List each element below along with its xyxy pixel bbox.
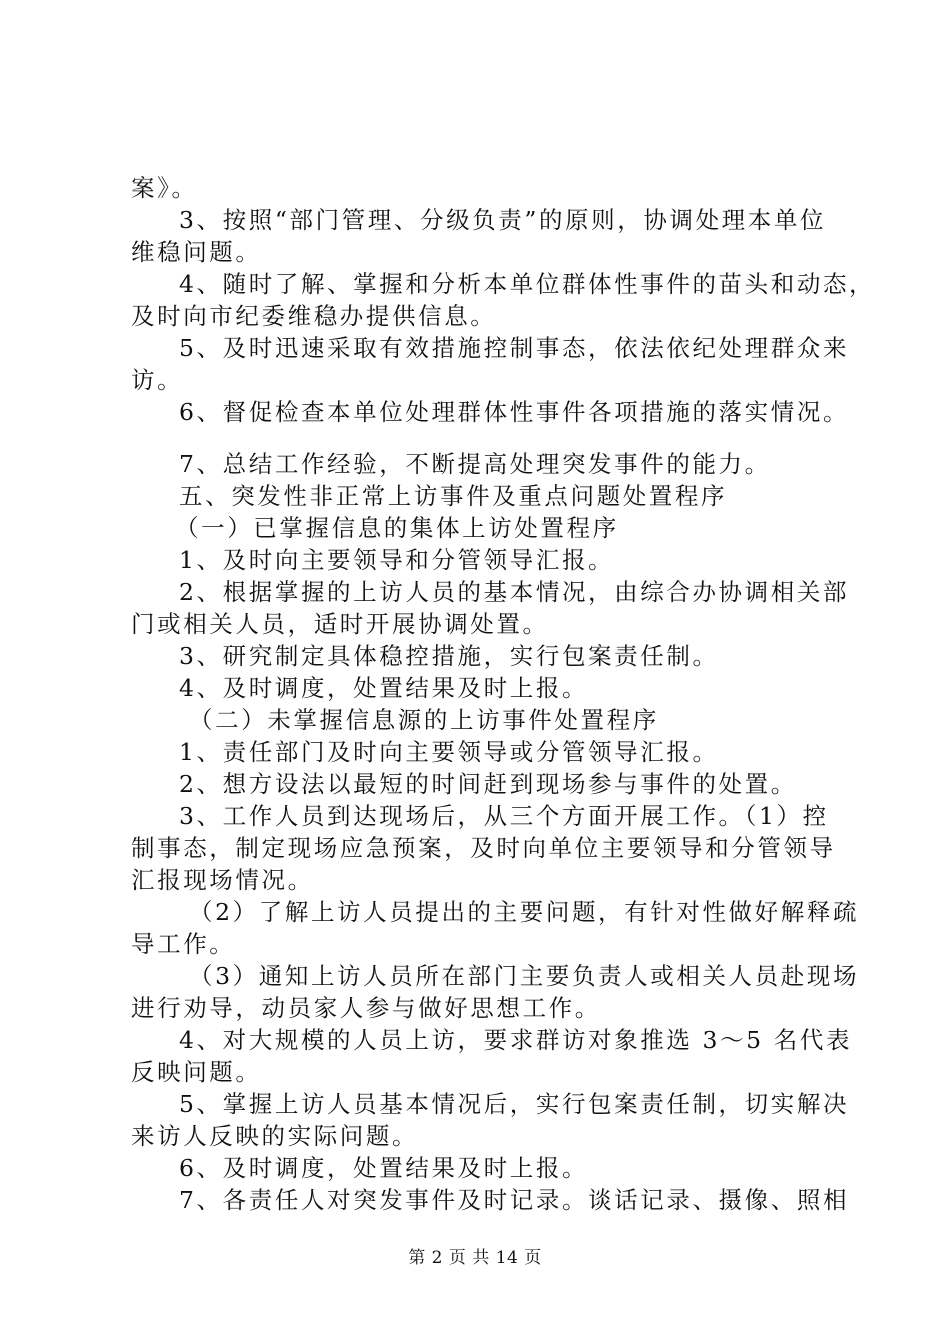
text-line: 4、对大规模的人员上访，要求群访对象推选 3～5 名代表 <box>179 1026 853 1054</box>
text-line: 7、各责任人对突发事件及时记录。谈话记录、摄像、照相 <box>179 1186 850 1214</box>
text-line: 7、总结工作经验，不断提高处理突发事件的能力。 <box>179 450 771 478</box>
text-line: （2）了解上访人员提出的主要问题，有针对性做好解释疏 <box>189 898 860 926</box>
text-line: 3、工作人员到达现场后，从三个方面开展工作。（1）控 <box>179 802 829 830</box>
text-line: （3）通知上访人员所在部门主要负责人或相关人员赴现场 <box>189 962 860 990</box>
section-heading: 五、突发性非正常上访事件及重点问题处置程序 <box>179 482 728 510</box>
text-line: 汇报现场情况。 <box>131 866 314 894</box>
subsection-heading: （二）未掌握信息源的上访事件处置程序 <box>189 706 659 734</box>
text-line: 3、按照“部门管理、分级负责”的原则，协调处理本单位 <box>179 206 827 234</box>
text-line: 及时向市纪委维稳办提供信息。 <box>131 302 497 330</box>
text-line: 门或相关人员，适时开展协调处置。 <box>131 610 549 638</box>
text-line: 进行劝导，动员家人参与做好思想工作。 <box>131 994 601 1022</box>
text-line: 6、及时调度，处置结果及时上报。 <box>179 1154 589 1182</box>
text-line: 访。 <box>131 366 184 394</box>
text-line: 维稳问题。 <box>131 238 262 266</box>
subsection-heading: （一）已掌握信息的集体上访处置程序 <box>175 514 619 542</box>
text-line: 5、掌握上访人员基本情况后，实行包案责任制，切实解决 <box>179 1090 850 1118</box>
page-number-footer: 第 2 页 共 14 页 <box>408 1248 542 1268</box>
text-line: 反映问题。 <box>131 1058 262 1086</box>
text-line: 1、及时向主要领导和分管领导汇报。 <box>179 546 615 574</box>
text-line: 来访人反映的实际问题。 <box>131 1122 419 1150</box>
text-line: 制事态，制定现场应急预案，及时向单位主要领导和分管领导 <box>131 834 836 862</box>
text-line: 2、根据掌握的上访人员的基本情况，由综合办协调相关部 <box>179 578 850 606</box>
text-line: 导工作。 <box>131 930 236 958</box>
text-line: 1、责任部门及时向主要领导或分管领导汇报。 <box>179 738 719 766</box>
text-line: 4、随时了解、掌握和分析本单位群体性事件的苗头和动态， <box>179 270 876 298</box>
text-line: 4、及时调度，处置结果及时上报。 <box>179 674 589 702</box>
document-body <box>131 172 876 1216</box>
text-line: 6、督促检查本单位处理群体性事件各项措施的落实情况。 <box>179 398 850 426</box>
text-line: 2、想方设法以最短的时间赶到现场参与事件的处置。 <box>179 770 797 798</box>
text-line: 5、及时迅速采取有效措施控制事态，依法依纪处理群众来 <box>179 334 850 362</box>
text-line: 案》。 <box>131 174 198 202</box>
text-line: 3、研究制定具体稳控措施，实行包案责任制。 <box>179 642 719 670</box>
